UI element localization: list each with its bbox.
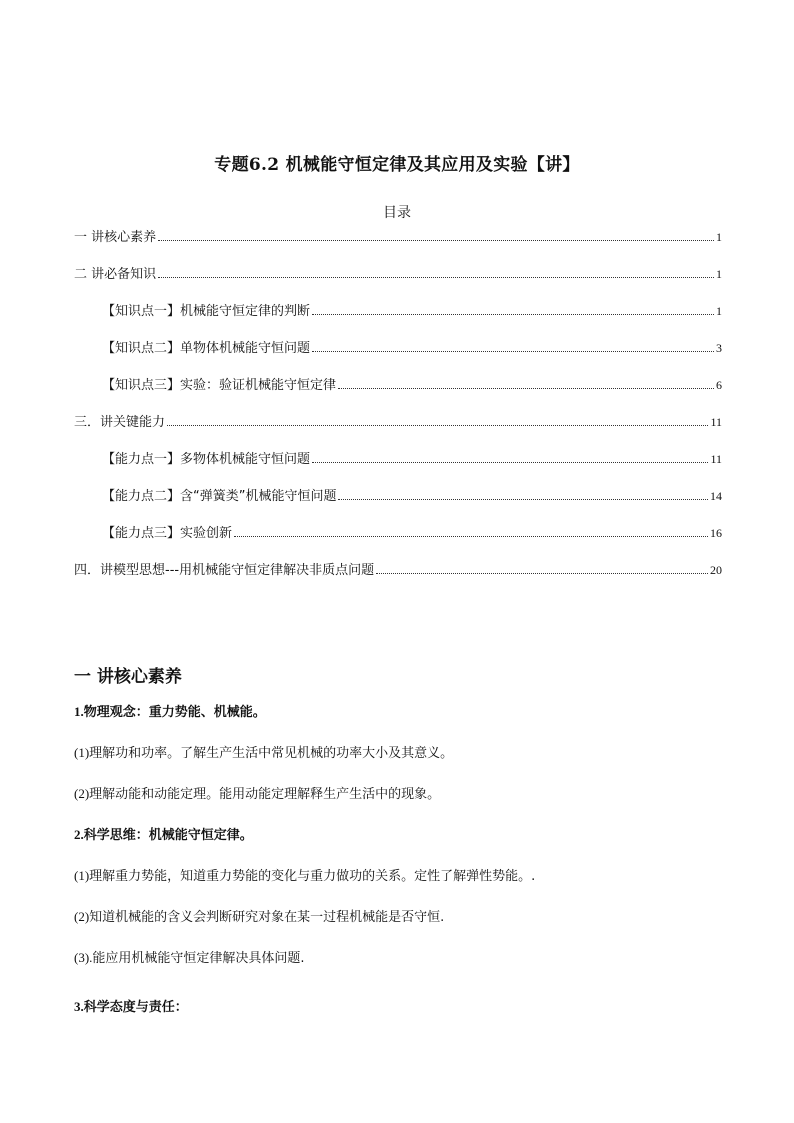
toc-entry-page: 1 (716, 230, 722, 244)
paragraph-text: 能应用机械能守恒定律解决具体问题. (92, 951, 305, 966)
table-of-contents (74, 225, 722, 595)
paragraph-text: 科学思维：机械能守恒定律。 (83, 828, 253, 843)
paragraph (74, 946, 722, 987)
toc-entry[interactable] (74, 447, 722, 484)
toc-entry[interactable] (74, 225, 722, 262)
toc-entry-text: 四．讲模型思想---用机械能守恒定律解决非质点问题 (74, 563, 375, 578)
toc-entry-page: 11 (710, 415, 722, 429)
toc-entry-page: 16 (710, 526, 722, 540)
toc-leader-dots (158, 240, 714, 241)
toc-entry-page: 11 (710, 452, 722, 466)
section-content (74, 700, 722, 1036)
paragraph-number: (1) (74, 745, 90, 760)
document-title: 专题6.2 机械能守恒定律及其应用及实验【讲】 (214, 155, 580, 175)
paragraph (74, 782, 722, 823)
toc-entry[interactable] (74, 521, 722, 558)
toc-leader-dots (158, 277, 714, 278)
toc-leader-dots (167, 425, 708, 426)
toc-entry-page: 3 (716, 341, 722, 355)
toc-entry-text: 三．讲关键能力 (74, 415, 166, 430)
paragraph-text: 科学态度与责任： (83, 1000, 188, 1015)
toc-entry-text: 【知识点二】单物体机械能守恒问题 (102, 341, 311, 356)
toc-entry-text: 【知识点三】实验：验证机械能守恒定律 (102, 378, 337, 393)
toc-entry-page: 1 (716, 304, 722, 318)
toc-entry[interactable] (74, 484, 722, 521)
toc-entry-page: 1 (716, 267, 722, 281)
section-heading: 一 讲核心素养 (74, 667, 182, 687)
paragraph-text: 知道机械能的含义会判断研究对象在某一过程机械能是否守恒. (89, 910, 445, 925)
toc-entry[interactable] (74, 262, 722, 299)
paragraph-number: (3). (74, 950, 93, 965)
toc-leader-dots (234, 536, 708, 537)
toc-entry-text: 【能力点一】多物体机械能守恒问题 (102, 452, 311, 467)
toc-leader-dots (338, 388, 714, 389)
toc-leader-dots (376, 573, 708, 574)
paragraph-number: 1. (74, 704, 84, 719)
paragraph-number: 3. (74, 999, 84, 1014)
toc-entry-text: 一 讲核心素养 (74, 230, 157, 245)
toc-entry-page: 14 (710, 489, 722, 503)
toc-leader-dots (312, 314, 714, 315)
paragraph (74, 700, 722, 741)
paragraph-text: 理解动能和动能定理。能用动能定理解释生产生活中的现象。 (89, 787, 441, 802)
paragraph-number: (2) (74, 786, 90, 801)
toc-entry[interactable] (74, 373, 722, 410)
paragraph-text: 物理观念：重力势能、机械能。 (83, 705, 266, 720)
paragraph-number: (1) (74, 868, 90, 883)
paragraph (74, 995, 722, 1036)
paragraph (74, 823, 722, 864)
toc-entry-text: 【知识点一】机械能守恒定律的判断 (102, 304, 311, 319)
paragraph-number: (2) (74, 909, 90, 924)
toc-entry[interactable] (74, 558, 722, 595)
toc-leader-dots (312, 351, 714, 352)
toc-entry-page: 6 (716, 378, 722, 392)
paragraph (74, 741, 722, 782)
paragraph (74, 905, 722, 946)
toc-entry[interactable] (74, 336, 722, 373)
paragraph-number: 2. (74, 827, 84, 842)
toc-entry-text: 二 讲必备知识 (74, 267, 157, 282)
toc-entry-text: 【能力点三】实验创新 (102, 526, 233, 541)
paragraph-text: 理解重力势能，知道重力势能的变化与重力做功的关系。定性了解弹性势能。. (89, 869, 536, 884)
toc-heading: 目录 (383, 205, 411, 221)
toc-entry-text: 【能力点二】含“弹簧类”机械能守恒问题 (102, 489, 337, 504)
paragraph-text: 理解功和功率。了解生产生活中常见机械的功率大小及其意义。 (89, 746, 454, 761)
toc-entry-page: 20 (710, 563, 722, 577)
toc-entry[interactable] (74, 299, 722, 336)
toc-leader-dots (312, 462, 708, 463)
toc-entry[interactable] (74, 410, 722, 447)
toc-leader-dots (338, 499, 708, 500)
paragraph (74, 864, 722, 905)
